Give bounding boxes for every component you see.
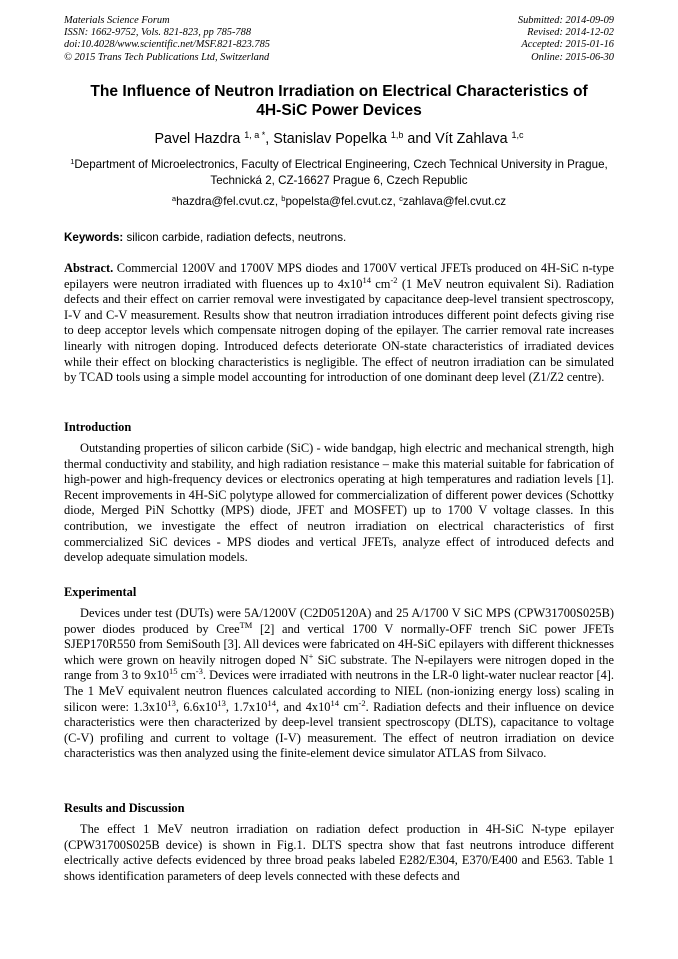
affiliation-sup: 1	[70, 157, 75, 166]
experimental-text: SiC substrate. The N-epilayers were nitrogen doped in the range from 3 to 9x10	[64, 652, 614, 683]
author-2-sup: 1,b	[390, 130, 404, 140]
paper-title	[64, 82, 614, 120]
results-paragraph: The effect 1 MeV neutron irradiation on radiation defect production in 4H-SiC N-type epilayer (CPW31700S025B device) is shown in Fig.1. DLTS spectra show that fast neutrons introduce different electrically active defects evidenced by three broad peaks labeled E282/E304, E370/E400 and E563. Table 1 shows identification parameters of deep levels connected with these defects and	[64, 822, 614, 883]
author-1-name: Pavel Hazdra	[154, 131, 241, 147]
issn-line: ISSN: 1662-9752, Vols. 821-823, pp 785-788	[64, 27, 252, 39]
author-1-sup: 1, a *	[244, 130, 266, 140]
email-c-sup: c	[399, 194, 403, 203]
experimental-sup: 13	[217, 697, 226, 708]
experimental-text: , 1.7x10	[225, 699, 268, 714]
abstract-label: Abstract.	[64, 261, 114, 275]
keywords	[64, 230, 614, 245]
experimental-text: , 6.6x10	[175, 699, 218, 714]
author-2-name: , Stanislav Popelka	[265, 131, 387, 147]
experimental-text: cm	[338, 699, 359, 714]
email-b-sup: b	[281, 194, 286, 203]
revised-date: Revised: 2014-12-02	[527, 27, 614, 39]
experimental-text: [2] and vertical 1700 V normally-OFF trench SiC power JFETs SJEP170R550 from SemiSouth [3]. All devices were fabricated on 4H-SiC epilayers with different thicknesses which were grown on heavily nitrogen doped N	[64, 621, 614, 667]
email-b[interactable]: popelsta@fel.cvut.cz,	[285, 195, 396, 208]
author-3-sup: 1,c	[511, 130, 524, 140]
experimental-paragraph	[64, 606, 614, 762]
author-list	[64, 130, 614, 148]
introduction-paragraph: Outstanding properties of silicon carbide (SiC) - wide bandgap, high electric and mechanical strength, high thermal conductivity and stability, and high radiation resistance – make this material suitable for fabrication of high-power and high-frequency devices or electronics operating at high temperatures and radiation levels [1]. Recent improvements in 4H-SiC polytype allowed for commercialization of different power devices (Schottky diode, Merged PiN Schottky (MPS) diode, JFET and MOSFET) up to 1700 V voltage classes. In this contribution, we investigate the effect of neutron irradiation on electrical characteristics of first commercialized SiC devices - MPS diodes and vertical JFETs, analyze effect of introduced defects and develop adequate simulation models.	[64, 441, 614, 565]
journal-name: Materials Science Forum	[64, 15, 170, 26]
journal-info	[64, 15, 270, 64]
affiliation-text: Department of Microelectronics, Faculty of Electrical Engineering, Czech Technical University in Prague, Technická 2, CZ-16627 Prague 6, Czech Republic	[74, 158, 608, 187]
abstract-sup: -2	[390, 274, 398, 285]
experimental-text: . Devices were irradiated with neutrons in the LR-0 light-water nuclear reactor [4]. The 1 MeV equivalent neutron fluences calculated according to NIEL (non-ionizing energy loss) scaling in silicon were: 1.3x10	[64, 668, 614, 714]
keywords-label: Keywords:	[64, 231, 124, 244]
title-line-2: 4H-SiC Power Devices	[256, 102, 422, 119]
submitted-date: Submitted: 2014-09-09	[517, 15, 614, 26]
title-line-1: The Influence of Neutron Irradiation on Electrical Characteristics of	[90, 83, 588, 100]
section-heading-introduction: Introduction	[64, 420, 132, 434]
email-list	[64, 194, 614, 209]
experimental-sup: 15	[168, 666, 178, 677]
section-heading-results: Results and Discussion	[64, 801, 185, 815]
copyright-line: © 2015 Trans Tech Publications Ltd, Switzerland	[64, 51, 270, 63]
experimental-sup: -3	[195, 666, 203, 677]
accepted-date: Accepted: 2015-01-16	[521, 39, 614, 51]
experimental-sup: +	[308, 650, 314, 661]
affiliation	[64, 157, 614, 188]
experimental-text: cm	[177, 668, 196, 683]
trademark-sup: TM	[239, 619, 253, 630]
experimental-sup: 14	[330, 697, 339, 708]
experimental-sup: -2	[358, 697, 366, 708]
section-heading-experimental: Experimental	[64, 585, 137, 599]
abstract-text: Commercial 1200V and 1700V MPS diodes and 1700V vertical JFETs produced on 4H-SiC n-type epilayers were neutron irradiated with fluences up to 4x10	[64, 261, 614, 291]
online-date: Online: 2015-06-30	[531, 51, 614, 63]
experimental-sup: 14	[267, 697, 276, 708]
keywords-text: silicon carbide, radiation defects, neutrons.	[123, 231, 347, 244]
email-a-sup: a	[171, 194, 177, 203]
abstract-text: cm	[371, 276, 391, 291]
doi-line: doi:10.4028/www.scientific.net/MSF.821-823.785	[64, 39, 270, 51]
experimental-text: Devices under test (DUTs) were 5A/1200V (C2D05120A) and 25 A/1700 V SiC MPS (CPW31700S025B) power diodes produced by Cree	[64, 606, 614, 636]
email-c[interactable]: zahlava@fel.cvut.cz	[402, 195, 507, 208]
experimental-text: , and 4x10	[275, 699, 331, 714]
abstract-text: (1 MeV neutron equivalent Si). Radiation defects and their effect on carrier removal were investigated by capacitance deep-level transient spectroscopy, I-V and C-V measurement. Results show that neutron irradiation introduces different point defects giving rise to deep acceptor levels which compensate nitrogen doping of the epilayer. The carrier removal rate increases linearly with nitrogen doping. Introduced defects deteriorate ON-state characteristics of irradiated devices while their effect on blocking characteristics is negligible. The effect of neutron irradiation can be simulated by TCAD tools using a simple model accounting for introduction of one dominant deep level (Z1/Z2 centre).	[64, 276, 614, 385]
author-3-name: and Vít Zahlava	[407, 131, 508, 147]
email-a[interactable]: hazdra@fel.cvut.cz,	[176, 195, 279, 208]
abstract-sup: 14	[362, 274, 372, 285]
experimental-text: . Radiation defects and their influence on device characteristics were then characterized by deep-level transient spectroscopy (DLTS), capacitance to voltage (C-V) profiling and current to voltage (I-V) measurement. The effect of neutron irradiation on device characteristics was then analyzed using the finite-element device simulator ATLAS from Silvaco.	[64, 699, 614, 761]
dates-info	[518, 15, 614, 64]
experimental-sup: 13	[167, 697, 176, 708]
abstract	[64, 261, 614, 386]
